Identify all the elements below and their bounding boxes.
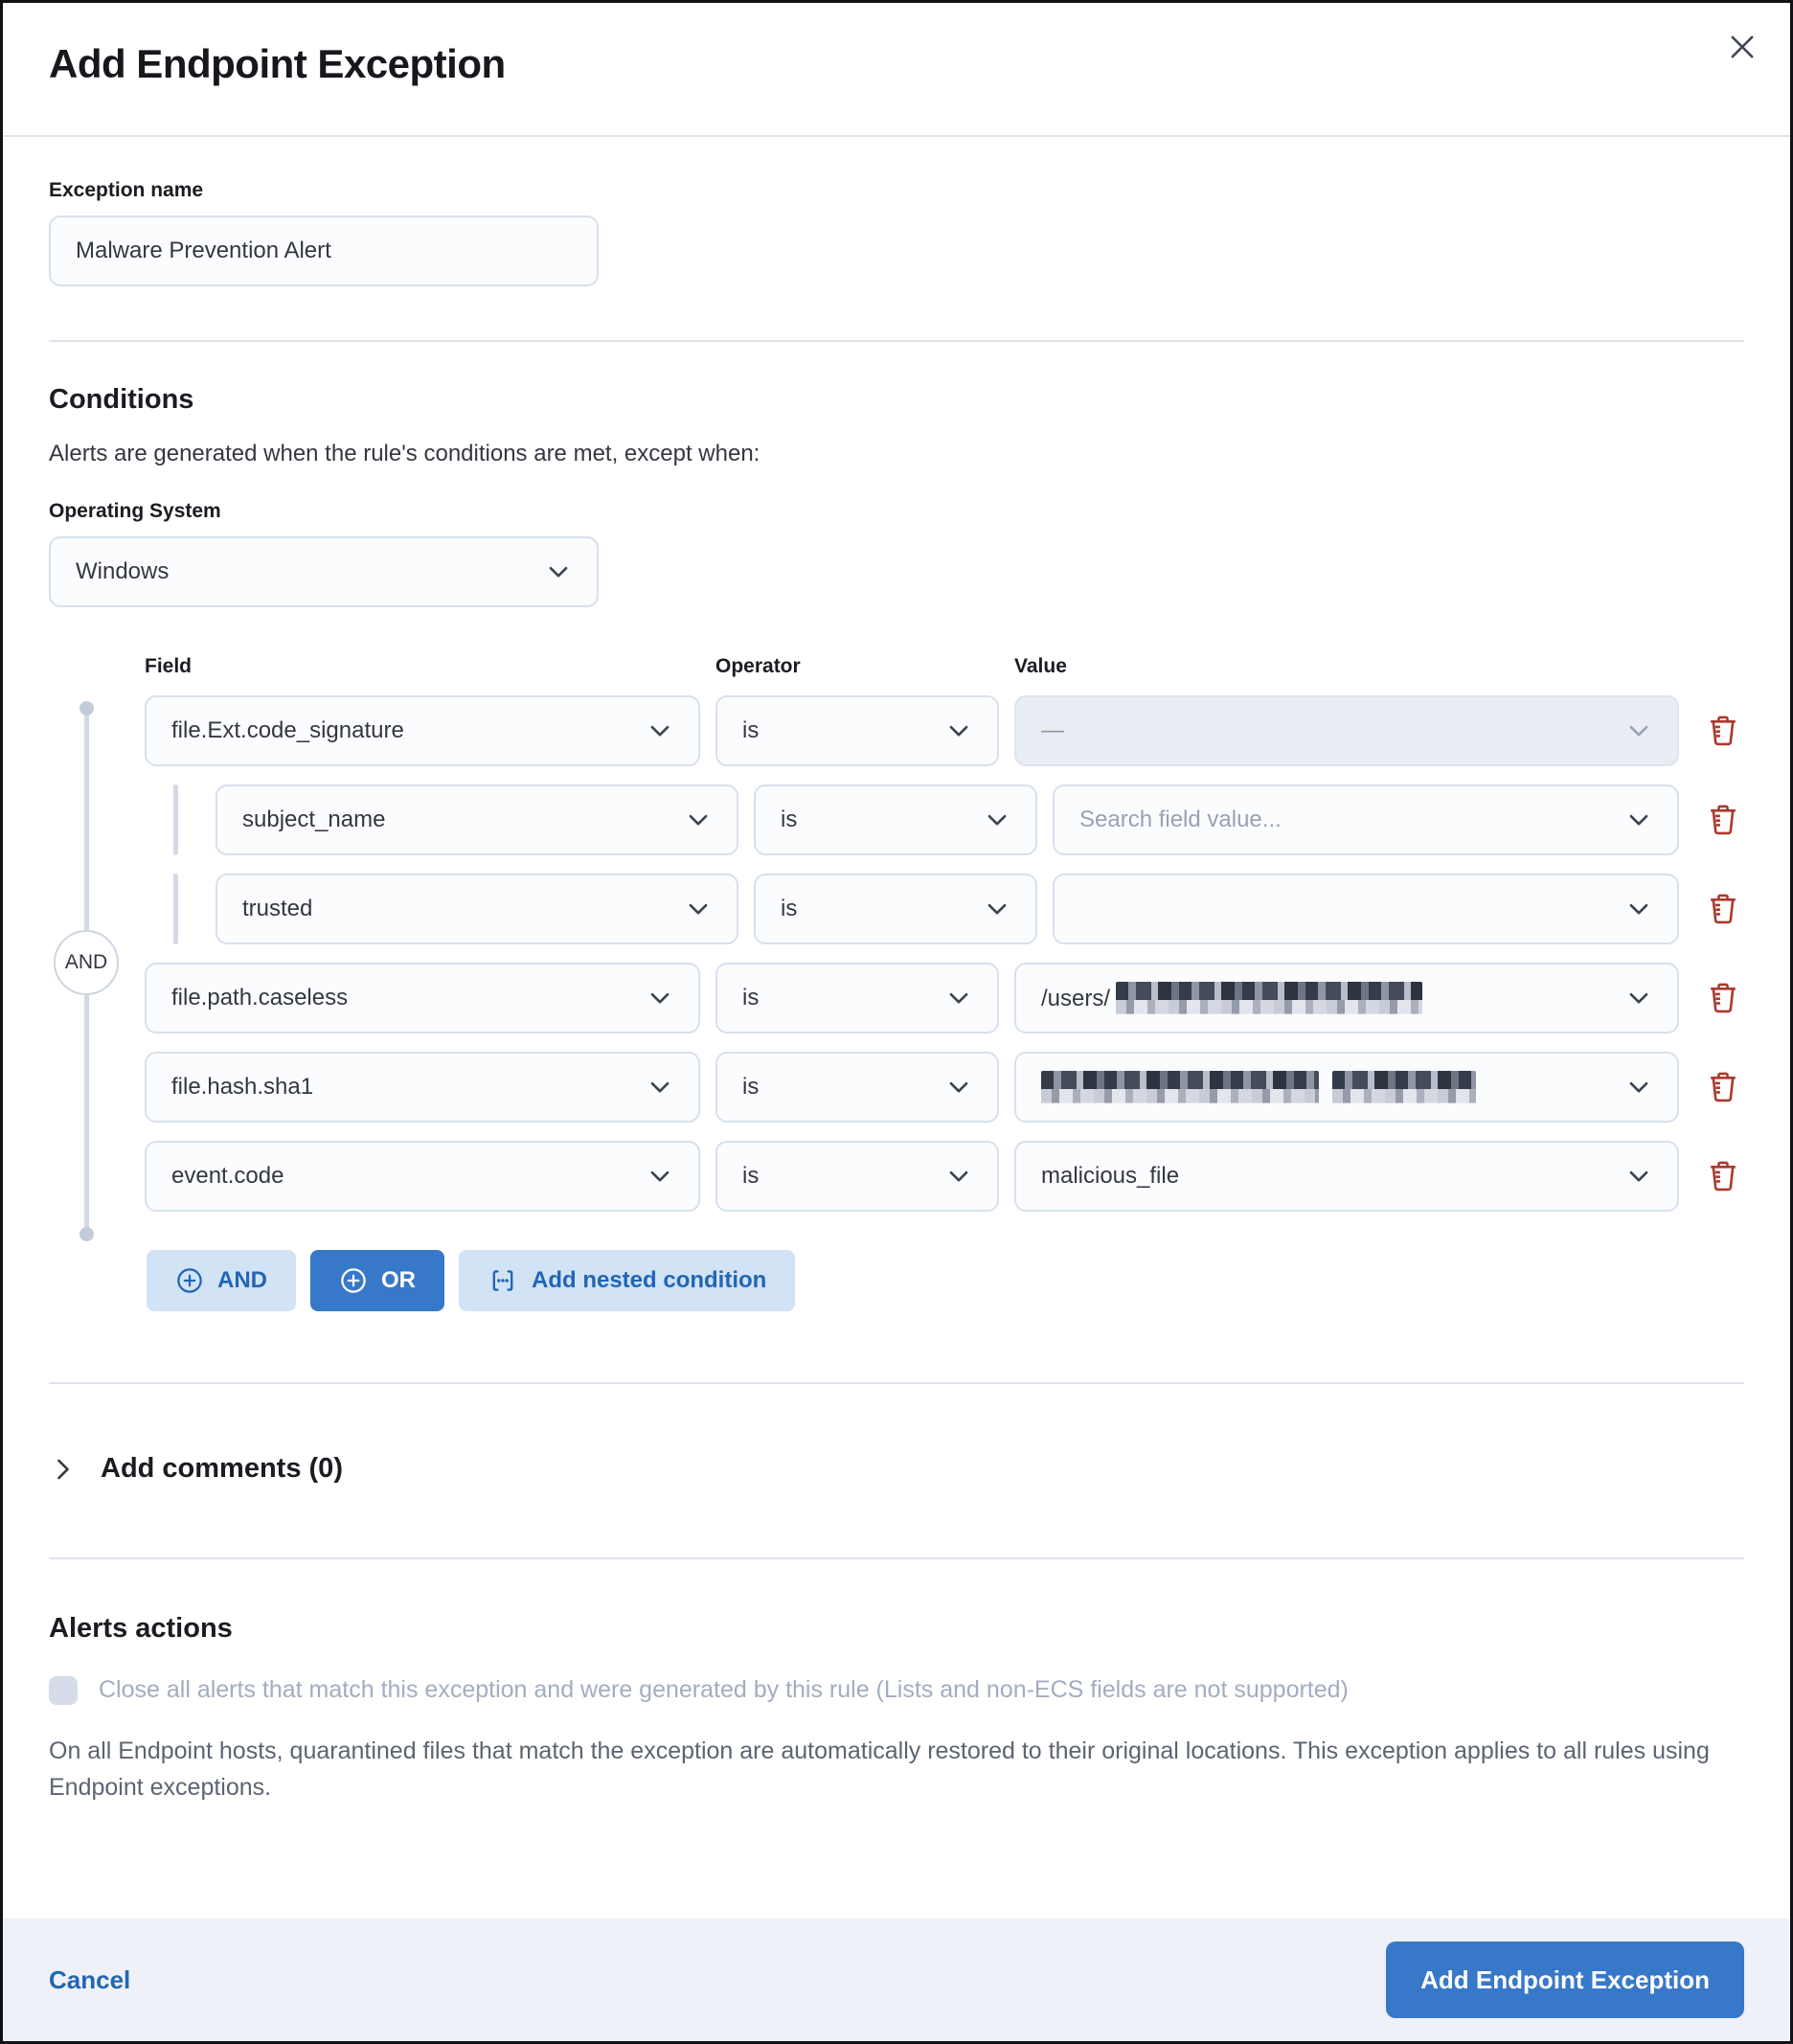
field-select-value: file.hash.sha1	[171, 1074, 314, 1100]
value-select-value: /users/	[1041, 982, 1422, 1014]
chevron-down-icon	[972, 806, 1010, 833]
chevron-down-icon	[934, 985, 972, 1011]
cancel-button[interactable]: Cancel	[49, 1965, 131, 1994]
modal-footer	[3, 1919, 1790, 2041]
delete-condition-button[interactable]	[1702, 708, 1744, 754]
nested-indent-bar	[173, 784, 178, 855]
divider	[49, 1557, 1744, 1559]
operator-select[interactable]	[754, 784, 1037, 855]
add-comments-label: Add comments (0)	[101, 1453, 343, 1484]
value-select-value: Search field value...	[1079, 806, 1282, 832]
add-comments-toggle[interactable]	[49, 1384, 1744, 1557]
add-nested-condition-label: Add nested condition	[532, 1267, 767, 1293]
exception-name-section	[49, 179, 1744, 286]
chevron-down-icon	[1614, 717, 1652, 744]
builder-buttons	[147, 1250, 1744, 1311]
close-alerts-checkbox[interactable]	[49, 1676, 78, 1705]
value-select[interactable]	[1053, 784, 1679, 855]
chevron-down-icon	[934, 717, 972, 744]
chevron-down-icon	[635, 1163, 673, 1190]
value-select[interactable]	[1053, 874, 1679, 944]
chevron-down-icon	[934, 1074, 972, 1101]
chevron-down-icon	[1614, 1163, 1652, 1190]
operator-select[interactable]	[715, 963, 999, 1033]
operator-select-value: is	[781, 806, 798, 832]
condition-row	[145, 874, 1744, 944]
chevron-down-icon	[533, 558, 572, 585]
value-select-value: —	[1041, 717, 1064, 743]
close-icon	[1726, 31, 1759, 63]
chevron-down-icon	[673, 806, 712, 833]
delete-condition-button[interactable]	[1702, 1153, 1744, 1199]
delete-condition-button[interactable]	[1702, 975, 1744, 1021]
trash-icon	[1705, 1158, 1741, 1194]
redacted-value	[1041, 1071, 1319, 1103]
add-or-button[interactable]	[310, 1250, 444, 1311]
close-alerts-checkbox-row	[49, 1673, 1744, 1707]
chevron-down-icon	[1614, 985, 1652, 1011]
condition-rows	[145, 695, 1744, 1212]
operator-select-value: is	[742, 1074, 760, 1100]
condition-row	[145, 1141, 1744, 1212]
operator-select[interactable]	[715, 695, 999, 766]
chevron-right-icon	[49, 1455, 78, 1484]
field-select-value: event.code	[171, 1163, 284, 1189]
field-select-value: file.path.caseless	[171, 985, 349, 1011]
field-select[interactable]	[145, 1052, 700, 1123]
divider	[49, 340, 1744, 342]
field-select[interactable]	[145, 695, 700, 766]
value-select-value: malicious_file	[1041, 1163, 1180, 1189]
operator-select-value: is	[742, 717, 760, 743]
trash-icon	[1705, 891, 1741, 927]
condition-row	[145, 963, 1744, 1033]
chevron-down-icon	[1614, 896, 1652, 922]
delete-condition-button[interactable]	[1702, 797, 1744, 843]
add-or-label: OR	[381, 1267, 416, 1293]
nested-indent-bar	[173, 874, 178, 944]
field-column-header: Field	[145, 655, 193, 677]
operator-select-value: is	[742, 1163, 760, 1189]
chevron-down-icon	[1614, 1074, 1652, 1101]
value-select[interactable]	[1014, 1141, 1679, 1212]
alerts-actions-description: On all Endpoint hosts, quarantined files that match the exception are automatically restored to their original locations. This exception applies to all rules using Endpoint exceptions.	[49, 1737, 1710, 1801]
chevron-down-icon	[934, 1163, 972, 1190]
operator-select[interactable]	[715, 1141, 999, 1212]
add-nested-condition-button[interactable]	[459, 1250, 795, 1311]
condition-builder	[49, 655, 1744, 1311]
field-select[interactable]	[216, 874, 738, 944]
field-select[interactable]	[216, 784, 738, 855]
value-select-value	[1041, 1071, 1476, 1103]
redacted-value	[1332, 1071, 1476, 1103]
add-and-button[interactable]	[147, 1250, 296, 1311]
value-select[interactable]	[1014, 695, 1679, 766]
redacted-value	[1116, 982, 1422, 1014]
operator-select-value: is	[742, 985, 760, 1011]
close-alerts-checkbox-label: Close all alerts that match this exception and were generated by this rule (Lists and non-ECS fields are not supported)	[99, 1676, 1349, 1703]
exception-name-label: Exception name	[49, 179, 204, 201]
column-headers	[145, 655, 1744, 678]
add-endpoint-exception-button[interactable]: Add Endpoint Exception	[1386, 1942, 1744, 2018]
condition-row	[145, 784, 1744, 855]
field-select-value: subject_name	[242, 806, 386, 832]
delete-condition-button[interactable]	[1702, 886, 1744, 932]
add-and-label: AND	[217, 1267, 267, 1293]
operating-system-label: Operating System	[49, 500, 221, 522]
operating-system-select[interactable]	[49, 536, 599, 607]
close-button[interactable]	[1719, 24, 1765, 70]
field-select-value: trusted	[242, 896, 313, 921]
operator-select-value: is	[781, 896, 798, 921]
plus-circle-icon	[175, 1266, 204, 1295]
operator-column-header: Operator	[715, 655, 801, 677]
condition-row	[145, 695, 1744, 766]
chevron-down-icon	[635, 1074, 673, 1101]
value-select[interactable]	[1014, 963, 1679, 1033]
trash-icon	[1705, 802, 1741, 838]
trash-icon	[1705, 980, 1741, 1016]
field-select[interactable]	[145, 963, 700, 1033]
modal-title: Add Endpoint Exception	[49, 41, 506, 86]
chevron-down-icon	[635, 717, 673, 744]
exception-name-value: Malware Prevention Alert	[76, 238, 331, 263]
plus-circle-icon	[339, 1266, 368, 1295]
modal-body	[3, 179, 1790, 1806]
chevron-down-icon	[972, 896, 1010, 922]
chevron-down-icon	[635, 985, 673, 1011]
operator-select[interactable]	[715, 1052, 999, 1123]
operator-select[interactable]	[754, 874, 1037, 944]
conditions-heading: Conditions	[49, 384, 194, 415]
nested-brackets-icon	[488, 1265, 518, 1296]
trash-icon	[1705, 713, 1741, 749]
alerts-actions-heading: Alerts actions	[49, 1613, 233, 1644]
field-select-value: file.Ext.code_signature	[171, 717, 404, 743]
trash-icon	[1705, 1069, 1741, 1105]
chevron-down-icon	[1614, 806, 1652, 833]
field-select[interactable]	[145, 1141, 700, 1212]
value-column-header: Value	[1014, 655, 1067, 677]
modal-header	[3, 3, 1790, 137]
and-connector-badge: AND	[54, 930, 119, 995]
delete-condition-button[interactable]	[1702, 1064, 1744, 1110]
chevron-down-icon	[673, 896, 712, 922]
exception-name-input[interactable]	[49, 216, 599, 286]
condition-row	[145, 1052, 1744, 1123]
operating-system-value: Windows	[76, 558, 170, 584]
conditions-description: Alerts are generated when the rule's conditions are met, except when:	[49, 441, 760, 466]
value-select[interactable]	[1014, 1052, 1679, 1123]
